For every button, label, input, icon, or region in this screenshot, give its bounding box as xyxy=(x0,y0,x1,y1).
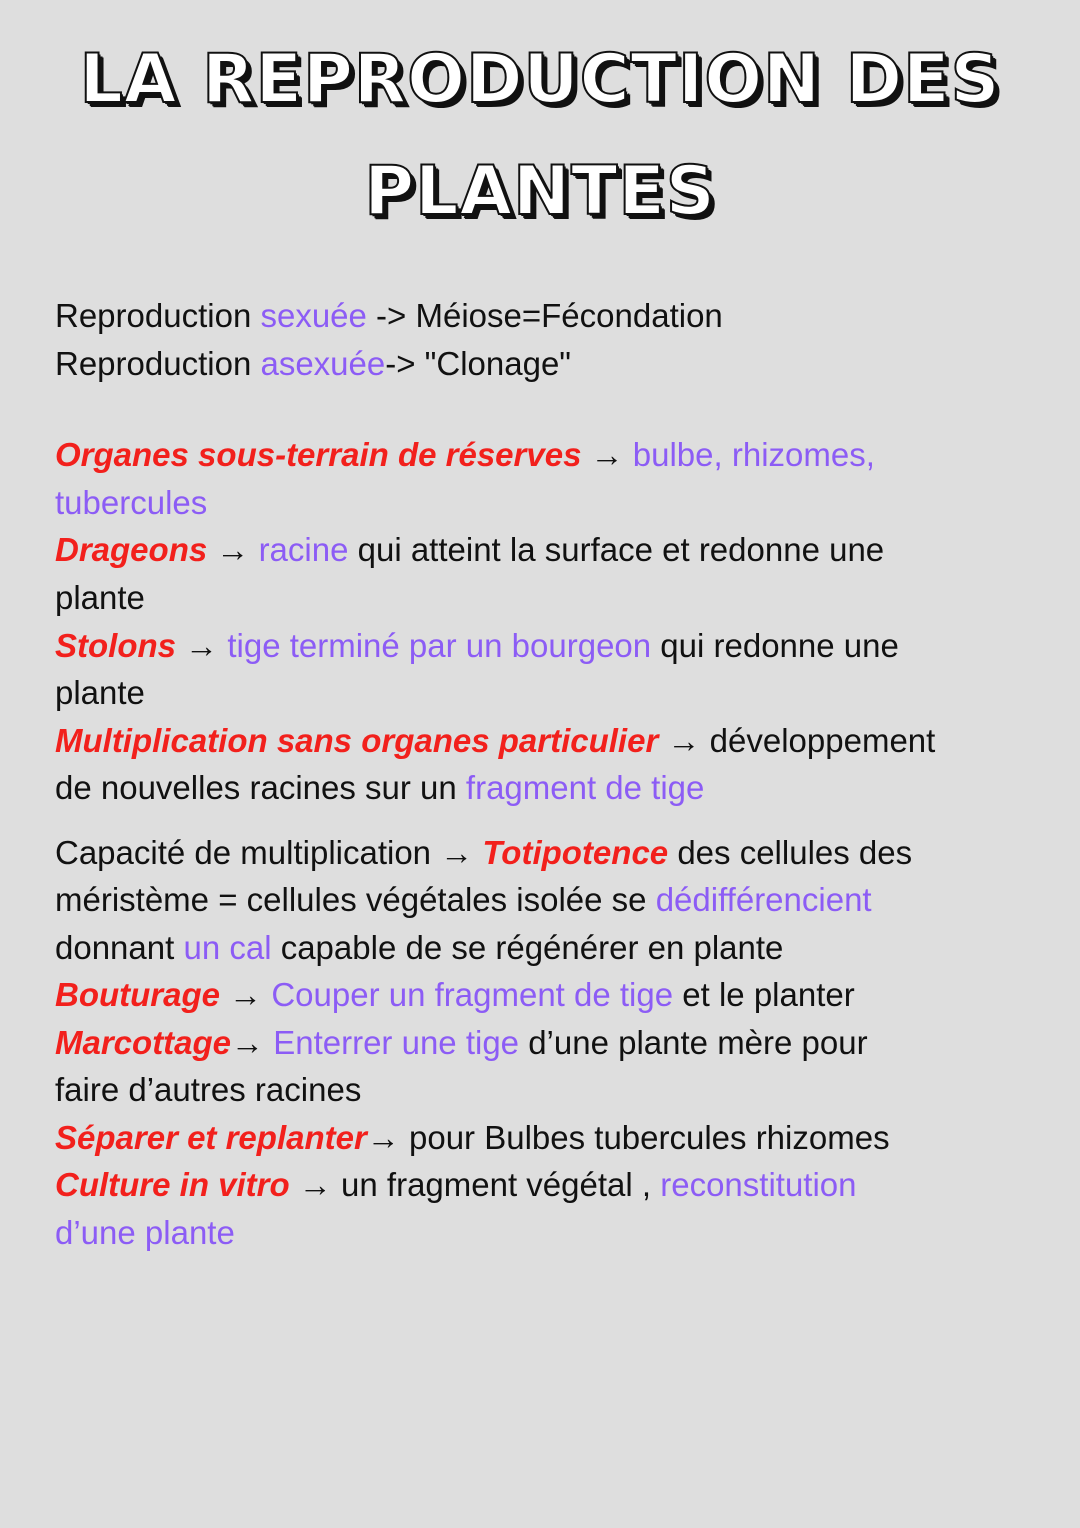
multiplication-arrow: → xyxy=(658,722,710,759)
capacite-term: Totipotence xyxy=(482,834,669,871)
marcottage-line-1 xyxy=(55,1023,868,1063)
stolons-rest-2: plante xyxy=(55,674,145,711)
marcottage-line-2 xyxy=(55,1070,361,1110)
separer-arrow: → xyxy=(366,1119,409,1156)
culture-line-1 xyxy=(55,1165,857,1205)
organes-term: Organes sous-terrain de réserves xyxy=(55,436,582,473)
multiplication-term: Multiplication sans organes particulier xyxy=(55,722,659,759)
organes-line-1 xyxy=(55,435,875,475)
capacite-rest-1: des cellules des xyxy=(668,834,913,871)
capacite-rest-2: méristème = cellules végétales isolée se xyxy=(55,881,656,918)
organes-def-1: bulbe, rhizomes, xyxy=(632,436,875,473)
organes-arrow: → xyxy=(581,436,633,473)
drageons-highlight: racine xyxy=(258,531,349,568)
intro-sexual-line xyxy=(55,296,723,336)
stolons-term: Stolons xyxy=(55,627,176,664)
drageons-arrow: → xyxy=(207,531,259,568)
intro-sexual-highlight: sexuée xyxy=(260,297,367,334)
marcottage-rest-2: faire d’autres racines xyxy=(55,1071,362,1108)
bouturage-arrow: → xyxy=(220,976,272,1013)
multiplication-rest-2: de nouvelles racines sur un xyxy=(55,769,466,806)
stolons-line-2 xyxy=(55,673,145,713)
bouturage-term: Bouturage xyxy=(55,976,220,1013)
organes-line-2 xyxy=(55,483,207,523)
culture-term: Culture in vitro xyxy=(55,1166,290,1203)
intro-sexual-def: -> Méiose=Fécondation xyxy=(366,297,723,334)
intro-asexual-label: Reproduction xyxy=(55,345,261,382)
stolons-line-1 xyxy=(55,626,899,666)
capacite-line-3 xyxy=(55,928,783,968)
capacite-intro: Capacité de multiplication → xyxy=(55,834,483,871)
intro-asexual-line xyxy=(55,344,571,384)
intro-sexual-label: Reproduction xyxy=(55,297,261,334)
drageons-rest-2: plante xyxy=(55,579,145,616)
drageons-line-2 xyxy=(55,578,145,618)
bouturage-rest: et le planter xyxy=(673,976,855,1013)
multiplication-line-1 xyxy=(55,721,935,761)
stolons-highlight: tige terminé par un bourgeon xyxy=(227,627,652,664)
culture-arrow: → xyxy=(289,1166,342,1203)
intro-asexual-highlight: asexuée xyxy=(260,345,386,382)
capacite-rest-3: donnant xyxy=(55,929,184,966)
culture-highlight-2: d’une plante xyxy=(55,1214,235,1251)
bouturage-line xyxy=(55,975,855,1015)
separer-term: Séparer et replanter xyxy=(55,1119,367,1156)
marcottage-highlight: Enterrer une tige xyxy=(273,1024,520,1061)
intro-asexual-def: -> "Clonage" xyxy=(385,345,572,382)
drageons-rest-1: qui atteint la surface et redonne une xyxy=(348,531,885,568)
capacite-line-2 xyxy=(55,880,872,920)
multiplication-rest-1: développement xyxy=(709,722,936,759)
page-title-line-2: PLANTES xyxy=(364,152,716,231)
culture-highlight-1: reconstitution xyxy=(660,1166,857,1203)
separer-rest: pour Bulbes tubercules rhizomes xyxy=(408,1119,890,1156)
page-title-line-1: LA REPRODUCTION DES xyxy=(79,40,1001,119)
capacite-highlight-2: un cal xyxy=(183,929,272,966)
multiplication-line-2 xyxy=(55,768,704,808)
organes-def-2: tubercules xyxy=(55,484,208,521)
culture-rest: un fragment végétal , xyxy=(341,1166,661,1203)
capacite-highlight-1: dédifférencient xyxy=(655,881,872,918)
stolons-rest-1: qui redonne une xyxy=(651,627,899,664)
marcottage-term: Marcottage xyxy=(55,1024,232,1061)
separer-line xyxy=(55,1118,890,1158)
stolons-arrow: → xyxy=(176,627,228,664)
marcottage-arrow: → xyxy=(231,1024,274,1061)
drageons-term: Drageons xyxy=(55,531,208,568)
drageons-line-1 xyxy=(55,530,884,570)
culture-line-2 xyxy=(55,1213,235,1253)
capacite-rest-4: capable de se régénérer en plante xyxy=(271,929,784,966)
bouturage-highlight: Couper un fragment de tige xyxy=(271,976,674,1013)
capacite-line-1 xyxy=(55,833,912,873)
marcottage-rest-1: d’une plante mère pour xyxy=(519,1024,868,1061)
multiplication-highlight: fragment de tige xyxy=(465,769,705,806)
